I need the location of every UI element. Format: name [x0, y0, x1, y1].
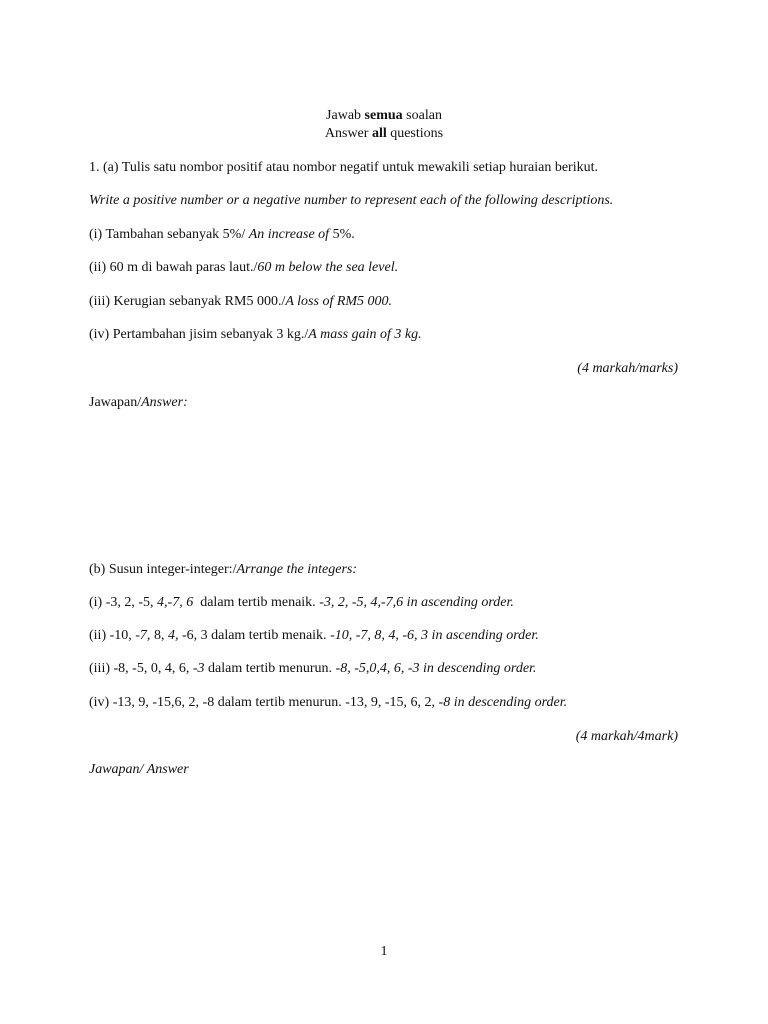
- instruction-malay-pre: Jawab: [326, 108, 365, 123]
- instruction-english-bold: all: [371, 126, 387, 141]
- q1b-answer-label: Jawapan/ Answer: [89, 762, 189, 777]
- instruction-malay: [0, 107, 768, 125]
- q1a-answer-label: Jawapan/Answer:: [89, 395, 188, 410]
- q1b-item-iv: (iv) -13, 9, -15,6, 2, -8 dalam tertib menurun. -13, 9, -15, 6, 2, -8 in descending order.: [89, 695, 568, 710]
- q1a-item-iv: (iv) Pertambahan jisim sebanyak 3 kg./A mass gain of 3 kg.: [89, 327, 422, 342]
- q1b-item-i: (i) -3, 2, -5, 4,-7, 6 dalam tertib menaik. -3, 2, -5, 4,-7,6 in ascending order.: [89, 595, 514, 610]
- q1a-marks: (4 markah/marks): [577, 361, 678, 376]
- q1b-prompt: (b) Susun integer-integer:/Arrange the integers:: [89, 562, 357, 577]
- q1a-item-iii: (iii) Kerugian sebanyak RM5 000./A loss of RM5 000.: [89, 294, 393, 309]
- q1a-answer-space[interactable]: [89, 420, 679, 555]
- q1a-prompt-english: Write a positive number or a negative number to represent each of the following descriptions.: [89, 193, 614, 208]
- q1a-prompt-malay: 1. (a) Tulis satu nombor positif atau nombor negatif untuk mewakili setiap huraian berikut.: [89, 160, 598, 175]
- q1a-item-i: (i) Tambahan sebanyak 5%/ An increase of 5%.: [89, 227, 355, 242]
- q1b-marks: (4 markah/4mark): [575, 729, 678, 744]
- instruction-malay-post: soalan: [402, 108, 442, 123]
- page-number: 1: [380, 944, 388, 959]
- instruction-malay-bold: semua: [364, 108, 403, 123]
- q1b-answer-space[interactable]: [89, 786, 679, 926]
- q1b-item-ii: (ii) -10, -7, 8, 4, -6, 3 dalam tertib menaik. -10, -7, 8, 4, -6, 3 in ascending order.: [89, 628, 539, 643]
- instruction-english: [0, 125, 768, 143]
- instruction-english-post: questions: [386, 126, 444, 141]
- instruction-english-pre: Answer: [324, 126, 372, 141]
- q1a-item-ii: (ii) 60 m di bawah paras laut./60 m below the sea level.: [89, 260, 399, 275]
- q1b-item-iii: (iii) -8, -5, 0, 4, 6, -3 dalam tertib menurun. -8, -5,0,4, 6, -3 in descending order.: [89, 661, 537, 676]
